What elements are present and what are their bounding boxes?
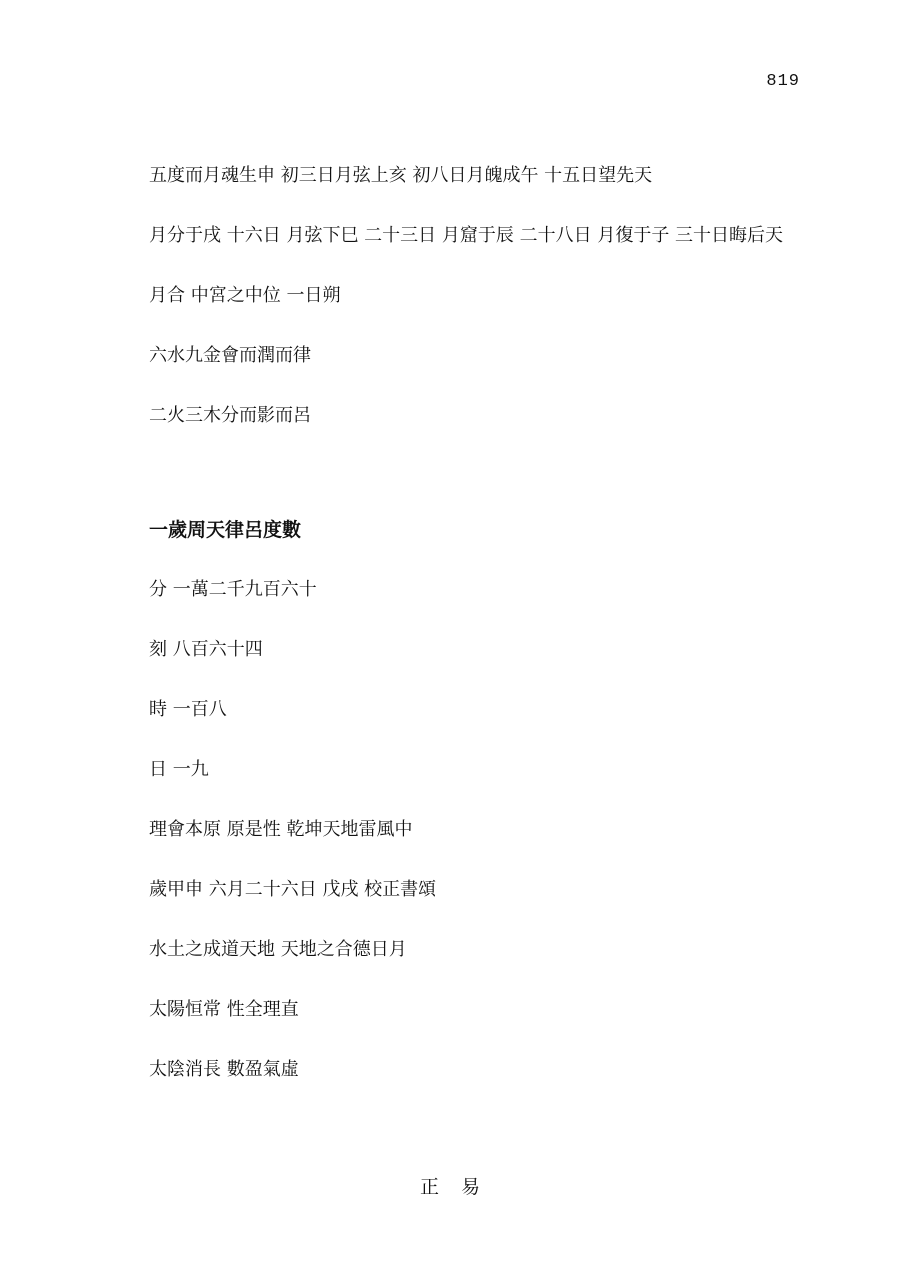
page-number: 819: [766, 72, 800, 91]
text-line-principle: 理會本原 原是性 乾坤天地雷風中: [149, 819, 413, 840]
text-line-moon-phases-2: 月分于戌 十六日 月弦下巳 二十三日 月窟于辰 二十八日 月復于子 三十日晦后天: [149, 225, 784, 246]
text-line-fire-wood: 二火三木分而影而呂: [149, 405, 311, 426]
text-line-water-earth: 水土之成道天地 天地之合德日月: [149, 939, 407, 960]
section-heading: 一歲周天律呂度數: [149, 519, 302, 541]
page-content: [149, 162, 805, 1084]
page-footer: 正易: [419, 1176, 502, 1198]
text-line-water-metal: 六水九金會而潤而律: [149, 345, 311, 366]
text-line-days: 日 一九: [149, 759, 209, 780]
text-line-sun: 太陽恒常 性全理直: [149, 999, 299, 1020]
text-line-date: 歲甲申 六月二十六日 戊戌 校正書頌: [149, 879, 437, 900]
text-line-quarters: 刻 八百六十四: [149, 639, 263, 660]
text-line-hours: 時 一百八: [149, 699, 227, 720]
text-line-moon: 太陰消長 數盈氣虛: [149, 1059, 299, 1080]
text-line-moon-union: 月合 中宮之中位 一日朔: [149, 285, 341, 306]
text-line-moon-phases-1: 五度而月魂生申 初三日月弦上亥 初八日月魄成午 十五日望先天: [149, 165, 653, 186]
text-line-minutes: 分 一萬二千九百六十: [149, 579, 317, 600]
